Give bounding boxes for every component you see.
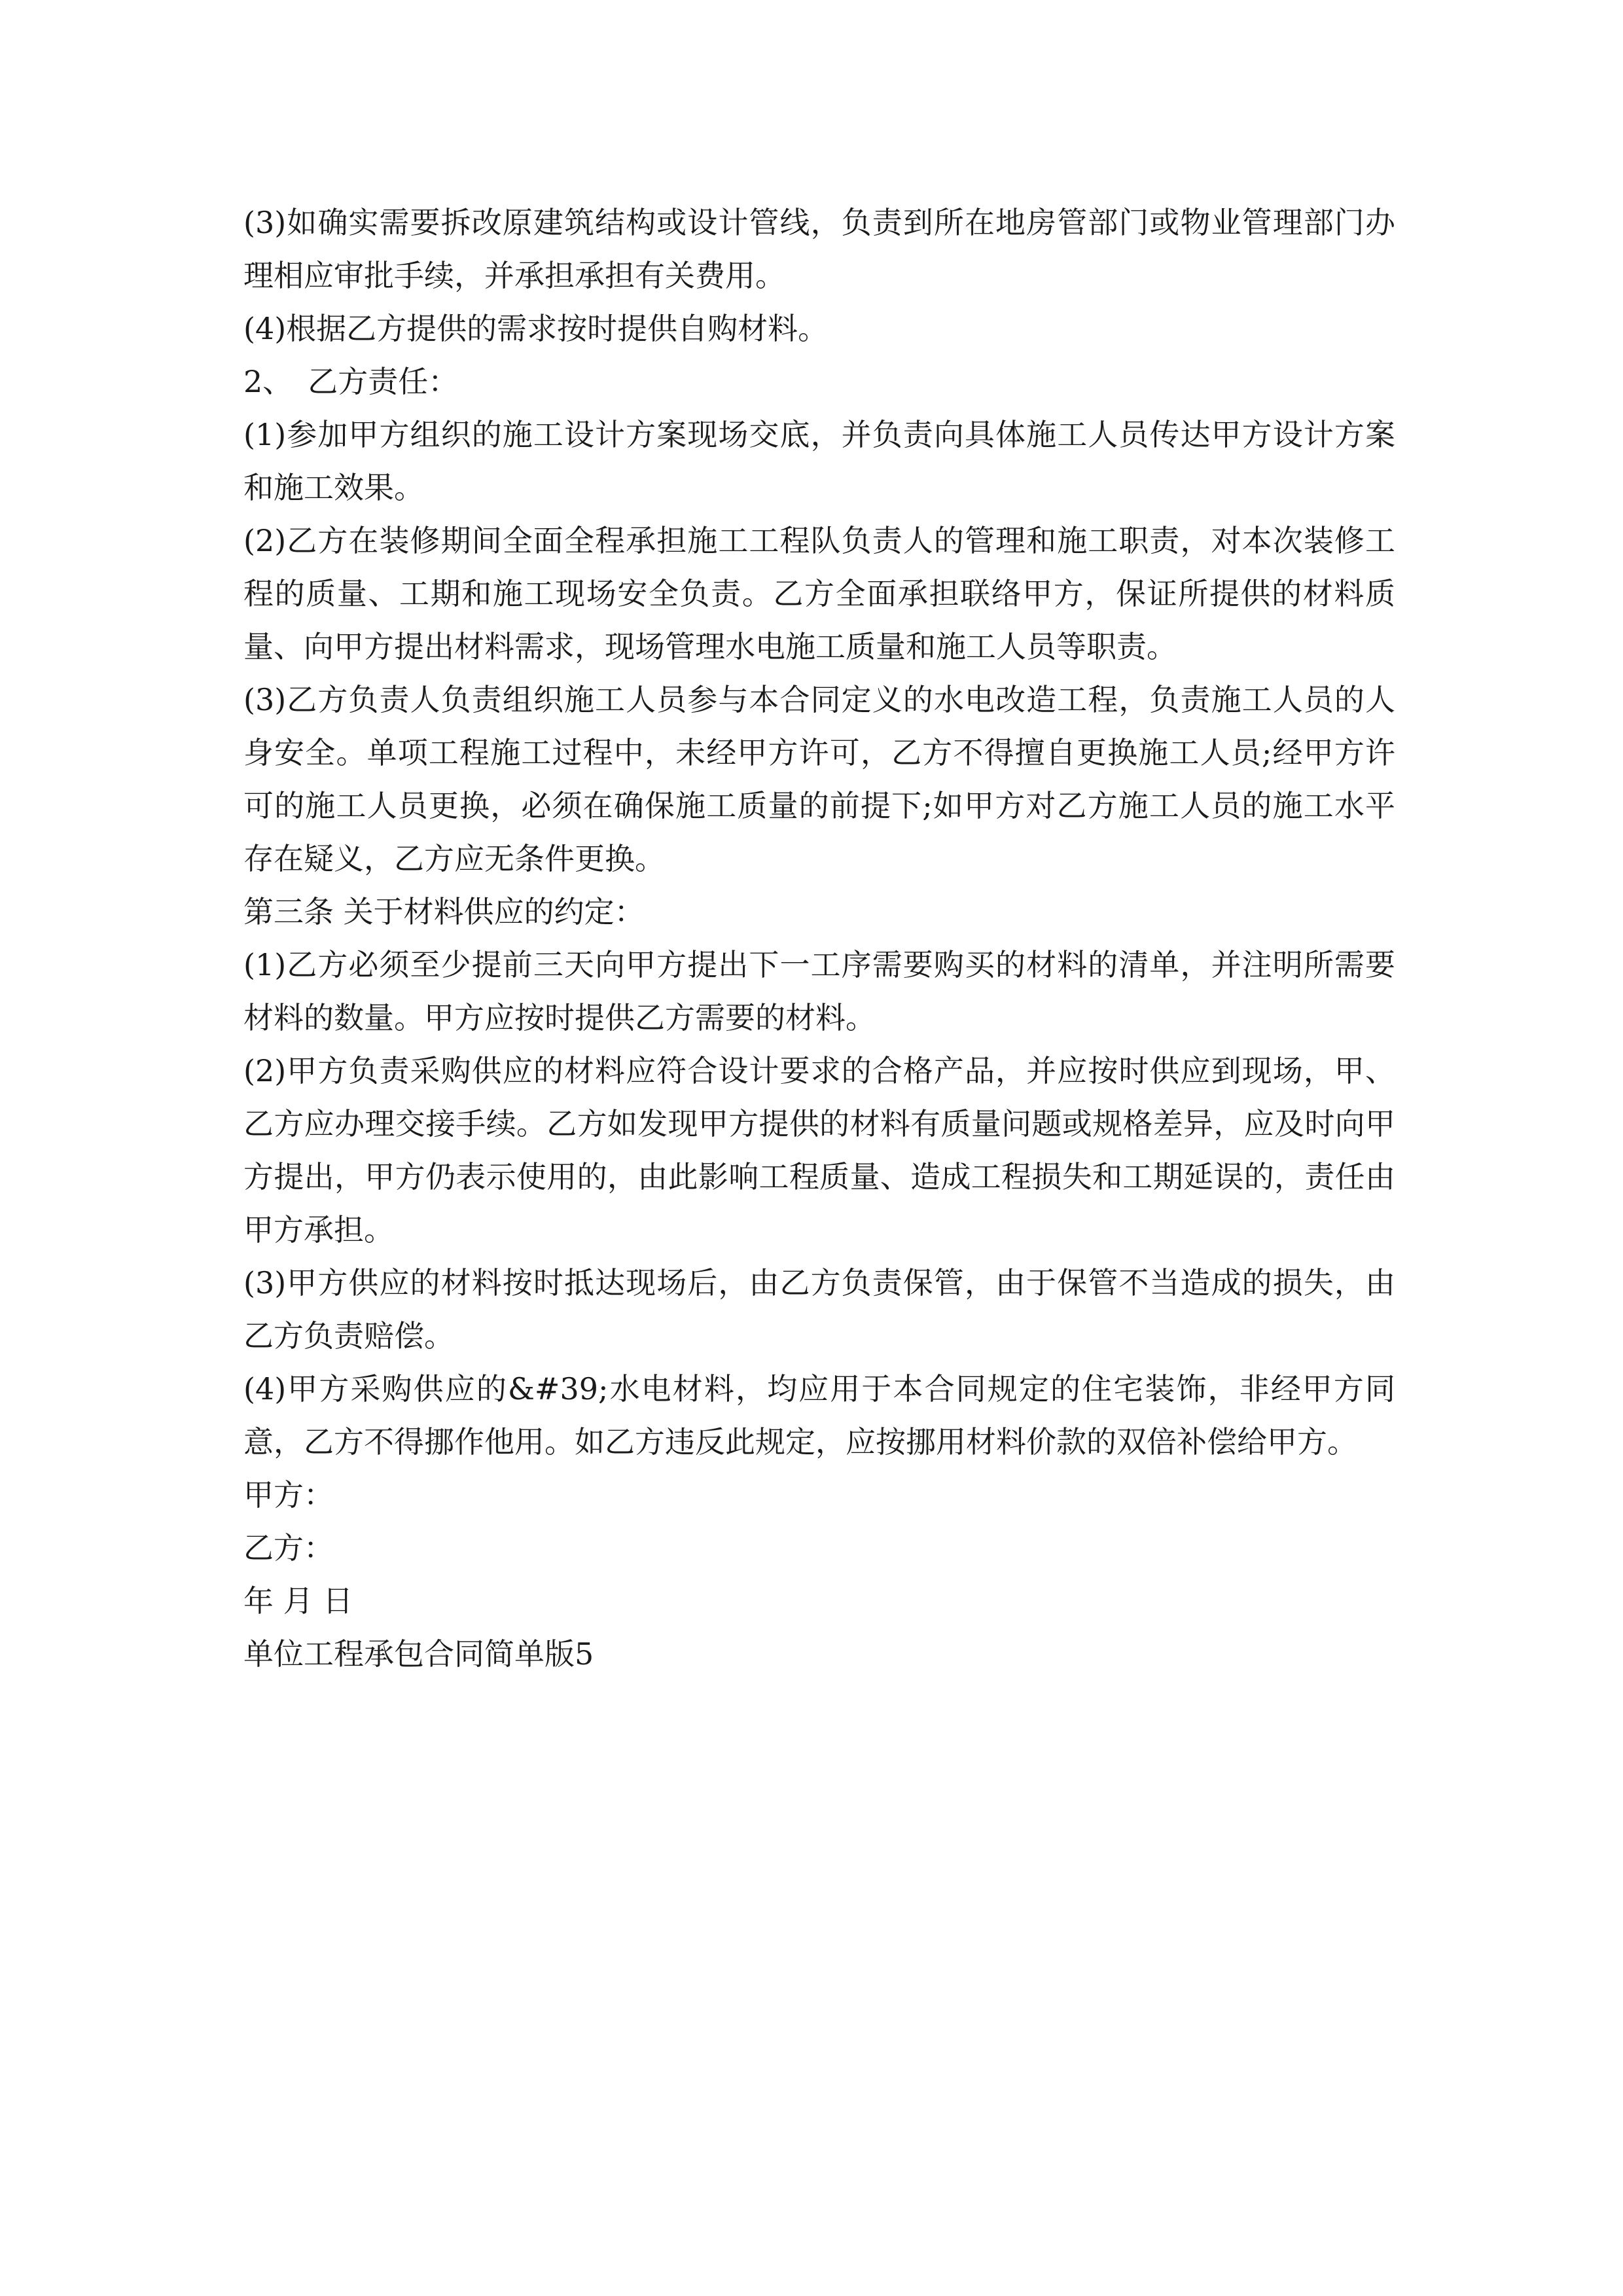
party-b-clause-3: (3)乙方负责人负责组织施工人员参与本合同定义的水电改造工程，负责施工人员的人身安全。单项工程施工过程中，未经甲方许可，乙方不得擅自更换施工人员;经甲方许可的施工人员更换，必须在确保施工质量的前提下;如甲方对乙方施工人员的施工水平存在疑义，乙方应无条件更换。 [243,682,1395,876]
article-3-heading: 第三条 关于材料供应的约定： [243,894,645,929]
party-a-signature-line: 甲方： [243,1477,334,1513]
party-b-clause-2: (2)乙方在装修期间全面全程承担施工工程队负责人的管理和施工职责，对本次装修工程的质量、工期和施工现场安全负责。乙方全面承担联络甲方，保证所提供的材料质量、向甲方提出材料需求，现场管理水电施工质量和施工人员等职责。 [243,523,1395,664]
document-body [243,196,1395,1681]
article-3-clause-2: (2)甲方负责采购供应的材料应符合设计要求的合格产品，并应按时供应到现场，甲、乙方应办理交接手续。乙方如发现甲方提供的材料有质量问题或规格差异，应及时向甲方提出，甲方仍表示使用的，由此影响工程质量、造成工程损失和工期延误的，责任由甲方承担。 [243,1053,1395,1247]
party-b-clause-1: (1)参加甲方组织的施工设计方案现场交底，并负责向具体施工人员传达甲方设计方案和施工效果。 [243,417,1395,505]
next-document-title: 单位工程承包合同简单版5 [243,1636,594,1672]
clause-3-approval: (3)如确实需要拆改原建筑结构或设计管线，负责到所在地房管部门或物业管理部门办理相应审批手续，并承担承担有关费用。 [243,205,1395,293]
article-3-clause-3: (3)甲方供应的材料按时抵达现场后，由乙方负责保管，由于保管不当造成的损失，由乙方负责赔偿。 [243,1265,1395,1354]
article-3-clause-4: (4)甲方采购供应的&#39;水电材料，均应用于本合同规定的住宅装饰，非经甲方同意，乙方不得挪作他用。如乙方违反此规定，应按挪用材料价款的双倍补偿给甲方。 [243,1371,1395,1460]
article-3-clause-1: (1)乙方必须至少提前三天向甲方提出下一工序需要购买的材料的清单，并注明所需要 材料的数量。甲方应按时提供乙方需要的材料。 [243,947,1395,1035]
party-b-signature-line: 乙方： [243,1530,334,1566]
section-party-b-duties: 2、 乙方责任： [243,364,459,399]
clause-4-materials: (4)根据乙方提供的需求按时提供自购材料。 [243,311,829,346]
date-line: 年 月 日 [243,1583,353,1619]
